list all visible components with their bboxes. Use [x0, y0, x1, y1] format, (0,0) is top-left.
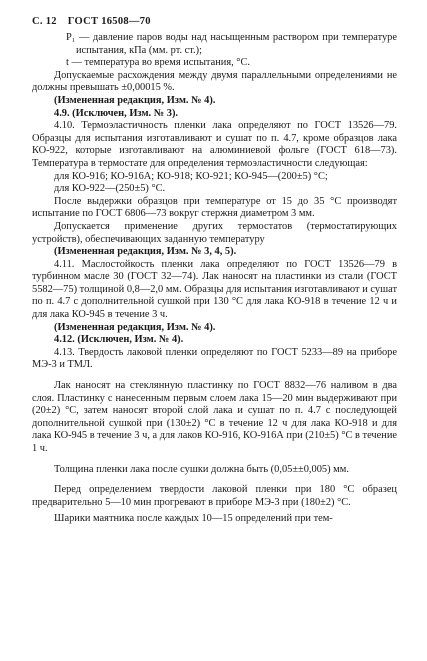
temperature-line-1: для КО-916; КО-916А; КО-918; КО-921; КО-945—(200±5) °С;	[54, 170, 328, 182]
allowable-deviation: Допускаемые расхождения между двумя параллельными определениями не должны превышать ±0,00015 %.	[32, 69, 397, 94]
pendulum-balls: Шарики маятника после каждых 10—15 определений при тем-	[54, 513, 333, 525]
standard-number: ГОСТ 16508—70	[67, 16, 151, 27]
clause-4-13: 4.13. Твердость лаковой пленки определяют по ГОСТ 5233—89 на приборе МЭ-3 и ТМЛ.	[32, 346, 397, 371]
amendment-note: (Измененная редакция, Изм. № 3, 4, 5).	[54, 246, 237, 258]
page-number: С. 12	[32, 16, 57, 27]
definition-t: t — температура во время испытания, °С.	[66, 57, 250, 69]
clause-4-9: 4.9. (Исключен, Изм. № 3).	[54, 107, 179, 119]
film-thickness: Толщина пленки лака после сушки должна быть (0,05±±0,005) мм.	[54, 463, 349, 475]
clause-4-10: 4.10. Термоэластичность пленки лака определяют по ГОСТ 13526—79. Образцы для испытания изготавливают и сушат по п. 4.7, кроме образцов лака КО-922, которые изготавливают на алюминиевой фольге (ГОСТ 618—73). Температура в термостате для определения термоэластичности следующая:	[32, 120, 397, 169]
amendment-note: (Измененная редакция, Изм. № 4).	[54, 321, 216, 333]
after-exposure: После выдержки образцов при температуре от 15 до 35 °С производят испытание по ГОСТ 6806—73 вокруг стержня диаметром 3 мм.	[32, 195, 397, 220]
page-header	[32, 16, 397, 27]
temperature-line-2: для КО-922—(250±5) °С.	[54, 183, 166, 195]
clause-4-11: 4.11. Маслостойкость пленки лака определяют по ГОСТ 13526—79 в турбинном масле 30 (ГОСТ 32—74). Лак наносят на пластинки из стали (ГОСТ 5582—75) толщиной 0,8—2,0 мм. Образцы для испытания изготавливают и сушат по п. 4.7 с дополнительной сушкой при 130 °С для лака КО-918 в течение 12 ч и для лака КО-945 в течение 3 ч.	[32, 258, 397, 321]
clause-4-12: 4.12. (Исключен, Изм. № 4).	[54, 334, 184, 346]
lacquer-application: Лак наносят на стеклянную пластинку по ГОСТ 8832—76 наливом в два слоя. Пластинку с нанесенным первым слоем лака 15—20 мин выдерживают при (20±2) °С, затем наносят второй слой лака и сушат по п. 4.7 с последующей дополнительной сушкой при (130±2) °С в течение 12 ч для лака КО-918 и для лака КО-945 в течение 3 ч, а для лаков КО-916, КО-916А при (210±5) °С в течение 1 ч.	[32, 380, 397, 454]
definition-p1: P₁ — давление паров воды над насыщенным раствором при температуре испытания, кПа (мм. рт. ст.);	[66, 32, 397, 56]
other-thermostats: Допускается применение других термостатов (термостатирующих устройств), обеспечивающих заданную температуру	[32, 220, 397, 245]
amendment-note: (Измененная редакция, Изм. № 4).	[54, 94, 216, 106]
preheat-note: Перед определением твердости лаковой пленки при 180 °С образец предварительно 5—10 мин прогревают в приборе МЭ-3 при (180±2) °С.	[32, 484, 397, 508]
